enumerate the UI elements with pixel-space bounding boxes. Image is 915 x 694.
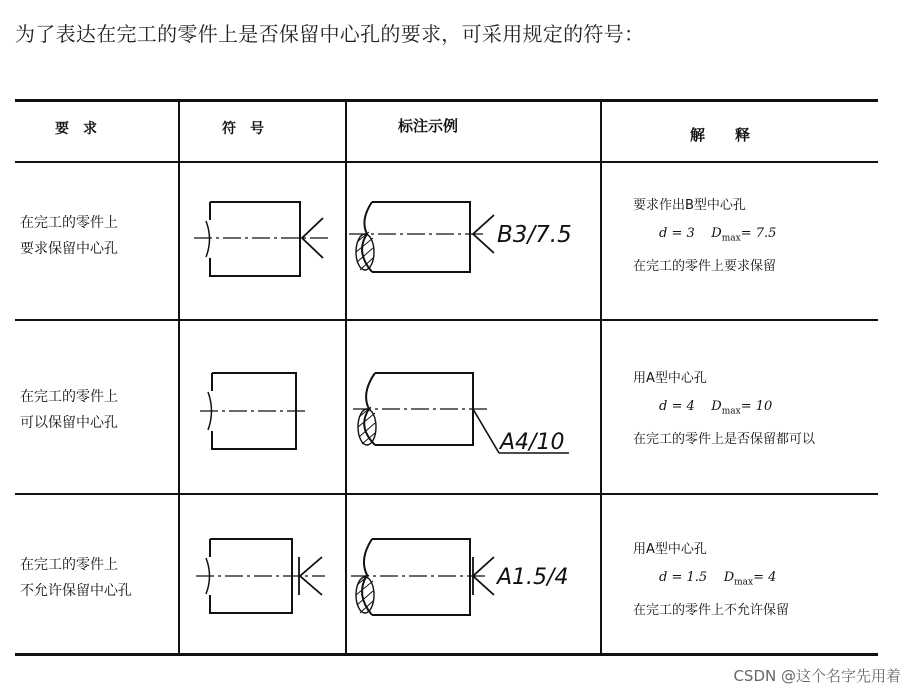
row2-explanation: 用A型中心孔 d = 4 $D_{max}= 10$ 在完工的零件上是否保留都可以	[633, 371, 816, 447]
row1-example-drawing	[347, 162, 600, 319]
row3-example-label: A1.5/4	[497, 565, 569, 590]
row1-requirement: 在完工的零件上 要求保留中心孔	[20, 215, 118, 257]
row3-symbol-drawing	[180, 495, 345, 653]
row1-explanation: 要求作出B型中心孔 d = 3 $D_{max}= 7.5$ 在完工的零件上要求保留	[633, 198, 777, 274]
row3-requirement: 在完工的零件上 不允许保留中心孔	[20, 557, 132, 599]
col-divider-3	[600, 99, 602, 656]
row1-symbol-drawing	[180, 162, 345, 319]
row3-explanation: 用A型中心孔 d = 1.5 $D_{max}= 4$ 在完工的零件上不允许保留	[633, 542, 790, 618]
row2-requirement: 在完工的零件上 可以保留中心孔	[20, 389, 118, 431]
row2-example-label: A4/10	[500, 430, 565, 455]
header-explanation: 解 释	[690, 126, 751, 144]
row2-example-drawing	[347, 321, 600, 493]
table-top-rule	[15, 99, 878, 102]
table-bottom-rule	[15, 653, 878, 656]
watermark-text: CSDN @这个名字先用着	[733, 667, 901, 685]
header-symbol: 符 号	[222, 121, 264, 137]
header-requirement: 要 求	[55, 121, 97, 137]
header-example: 标注示例	[398, 117, 459, 135]
row1-example-label: B3/7.5	[497, 222, 572, 248]
row3-example-drawing	[347, 495, 600, 653]
intro-text: 为了表达在完工的零件上是否保留中心孔的要求，可采用规定的符号：	[15, 22, 645, 46]
row2-symbol-drawing	[180, 321, 345, 493]
